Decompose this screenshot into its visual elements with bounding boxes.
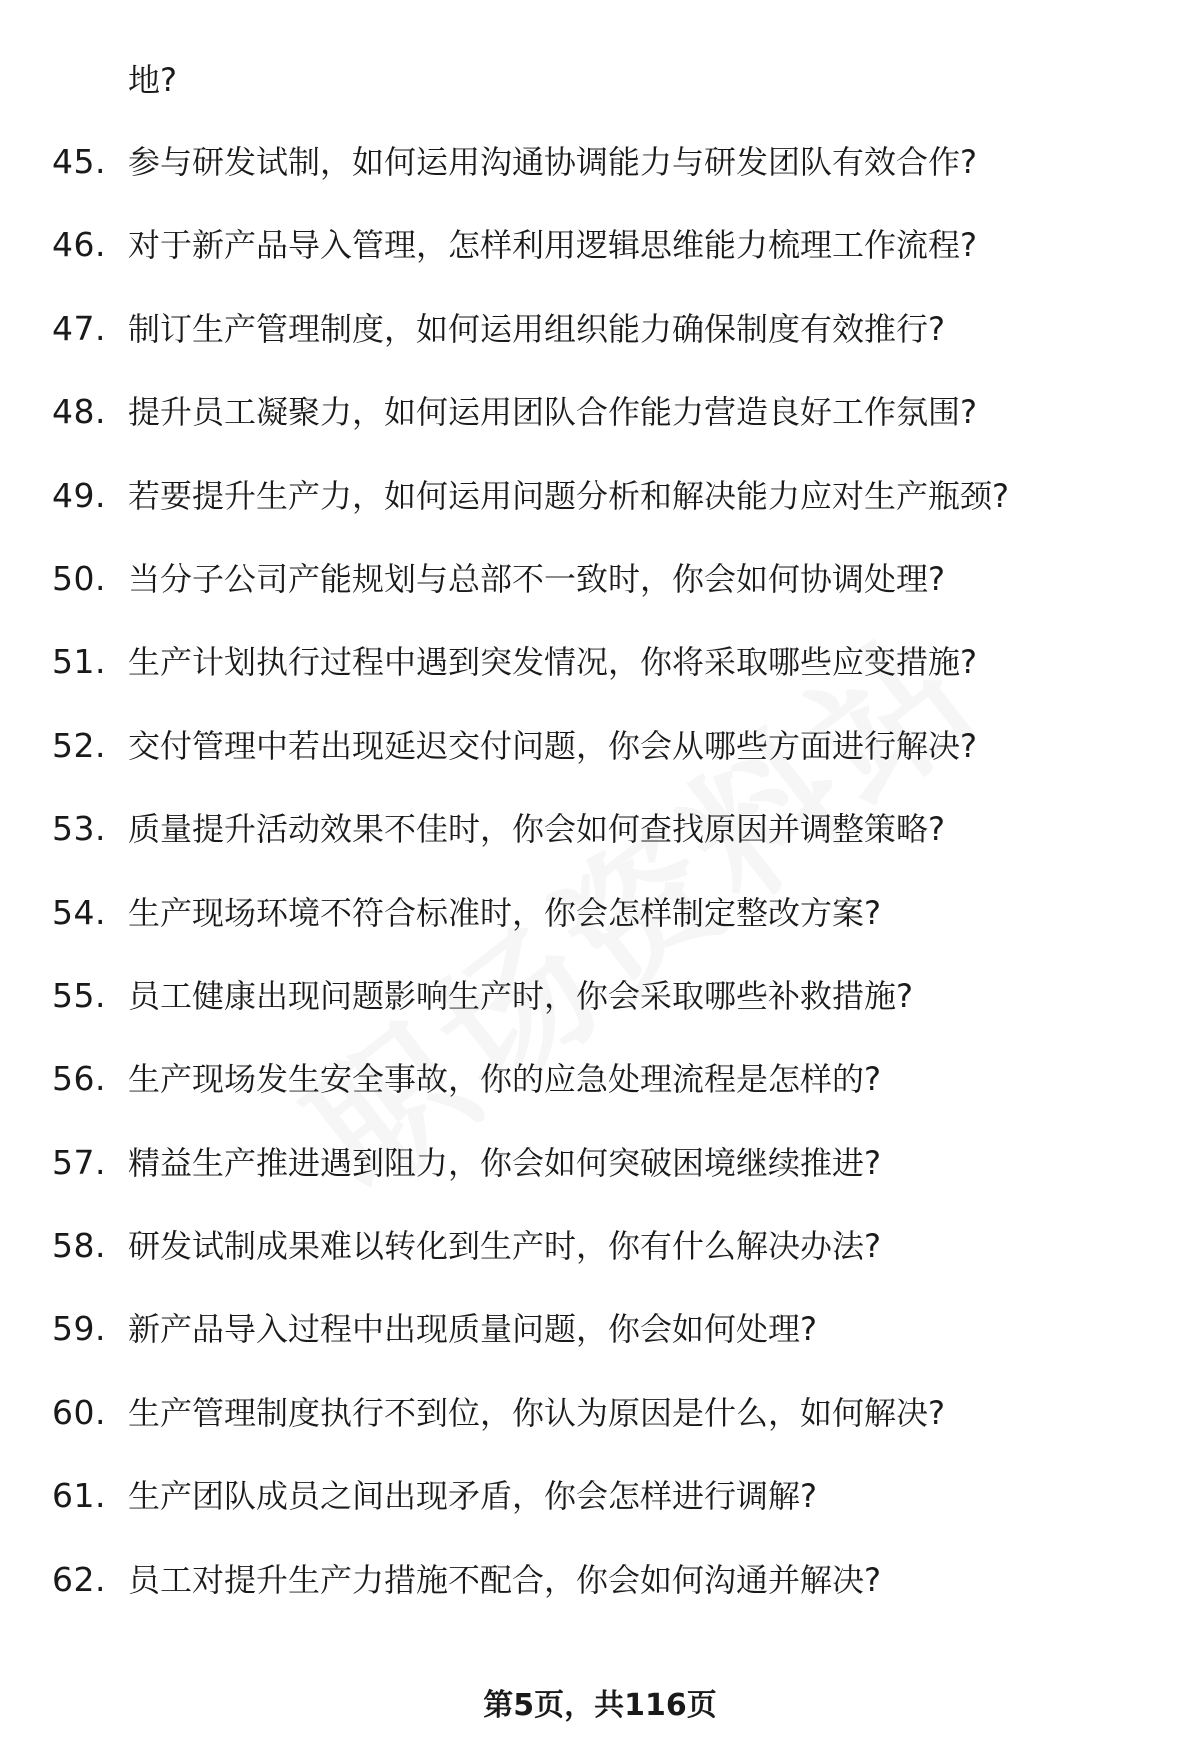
question-text: 生产团队成员之间出现矛盾，你会怎样进行调解? [128,1477,817,1516]
question-item [0,1224,1200,1307]
question-text: 生产现场环境不符合标准时，你会怎样制定整改方案? [128,893,881,932]
question-number: 55. [52,975,106,1015]
question-number: 47. [52,308,106,348]
question-number: 62. [52,1559,106,1599]
question-text: 研发试制成果难以转化到生产时，你有什么解决办法? [128,1227,881,1266]
question-number: 50. [52,558,106,598]
question-text: 参与研发试制，如何运用沟通协调能力与研发团队有效合作? [128,143,977,181]
question-item [0,1057,1200,1140]
question-text: 对于新产品导入管理，怎样利用逻辑思维能力梳理工作流程? [128,226,977,265]
question-text: 制订生产管理制度，如何运用组织能力确保制度有效推行? [128,309,945,348]
question-text: 生产现场发生安全事故，你的应急处理流程是怎样的? [128,1060,881,1099]
question-item [0,223,1200,306]
question-number: 51. [52,642,106,682]
question-number: 58. [52,1226,106,1266]
question-number: 48. [52,392,106,432]
question-number: 54. [52,892,106,932]
question-item [0,307,1200,390]
question-item [0,1558,1200,1641]
question-text: 员工健康出现问题影响生产时，你会采取哪些补救措施? [128,976,913,1015]
question-item [0,557,1200,640]
page-footer: 第5页，共116页 [483,1688,717,1723]
question-text: 生产管理制度执行不到位，你认为原因是什么，如何解决? [128,1393,945,1432]
question-number: 53. [52,809,106,849]
question-number: 49. [52,475,106,515]
question-text: 当分子公司产能规划与总部不一致时，你会如何协调处理? [128,559,945,598]
question-item [0,807,1200,890]
question-number: 59. [52,1309,106,1349]
question-item [0,390,1200,473]
question-item [0,1474,1200,1557]
question-item [0,1391,1200,1474]
question-item [0,1307,1200,1390]
question-number: 60. [52,1392,106,1432]
question-item [0,1141,1200,1224]
question-item [0,640,1200,723]
question-item [0,724,1200,807]
question-item [0,474,1200,557]
question-continuation: 地? [128,61,177,99]
question-number: 45. [52,142,106,181]
question-number: 46. [52,225,106,265]
question-list [0,140,1200,1641]
question-text: 员工对提升生产力措施不配合，你会如何沟通并解决? [128,1560,881,1599]
question-text: 质量提升活动效果不佳时，你会如何查找原因并调整策略? [128,810,945,849]
question-item [0,974,1200,1057]
question-number: 52. [52,725,106,765]
question-item [0,891,1200,974]
question-text: 生产计划执行过程中遇到突发情况，你将采取哪些应变措施? [128,643,977,682]
question-text: 交付管理中若出现延迟交付问题，你会从哪些方面进行解决? [128,726,977,765]
question-number: 57. [52,1142,106,1182]
question-text: 提升员工凝聚力，如何运用团队合作能力营造良好工作氛围? [128,393,977,432]
question-text: 新产品导入过程中出现质量问题，你会如何处理? [128,1310,817,1349]
question-number: 56. [52,1059,106,1099]
question-text: 若要提升生产力，如何运用问题分析和解决能力应对生产瓶颈? [128,476,1009,515]
question-number: 61. [52,1476,106,1516]
question-text: 精益生产推进遇到阻力，你会如何突破困境继续推进? [128,1143,881,1182]
question-item [0,140,1200,223]
